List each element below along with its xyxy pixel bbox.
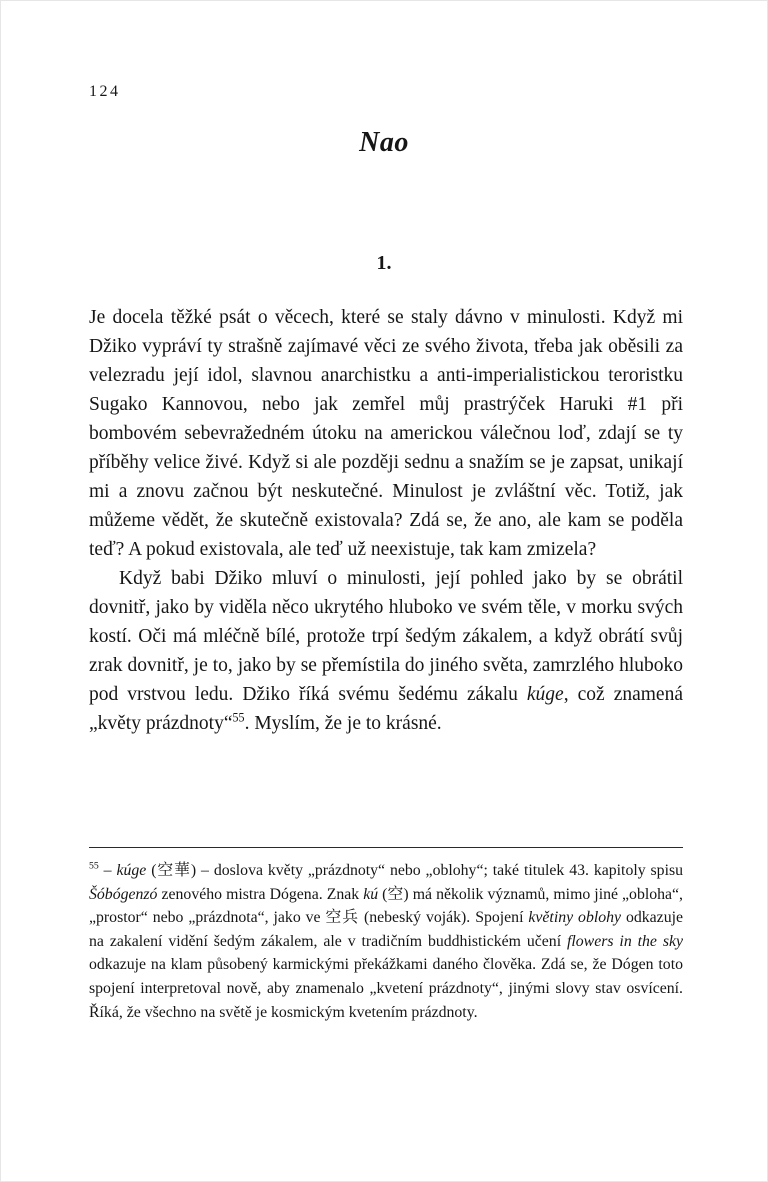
section-number: 1. — [376, 252, 392, 274]
footnote-divider — [89, 847, 683, 848]
paragraph-1: Je docela těžké psát o věcech, které se staly dávno v minulosti. Když mi Džiko vypráví ty strašně zajímavé věci ze svého života, třeba jak oběsili za velezradu její idol, slavnou anarchistku a anti-imperialistickou teroristku Sugako Kannovou, nebo jak zemřel můj prastrýček Haruki #1 při bombovém sebevražedném útoku na americkou válečnou loď, zdají se ty příběhy velice živé. Když si ale později sednu a snažím se je zapsat, unikají mi a znovu začnou být neskutečné. Minulost je zvláštní věc. Totiž, jak můžeme vědět, že skutečně existovala? Zdá se, že ano, ale kam se poděla teď? A pokud existovala, ale teď už neexistuje, tak kam zmizela? — [89, 307, 683, 560]
chapter-title: Nao — [359, 127, 409, 158]
paragraph-2: Když babi Džiko mluví o minulosti, její pohled jako by se obrátil dovnitř, jako by viděla něco ukrytého hluboko ve svém těle, v morku svých kostí. Oči má mléčně bílé, protože trpí šedým zákalem, a když obrátí svůj zrak dovnitř, je to, jako by se přemístila do jiného světa, zamrzlého hluboko pod vrstvou ledu. Džiko říká svému šedému zákalu kúge, což znamená „květy prázdnoty“$^{55}$. Myslím, že je to krásné. — [89, 568, 683, 734]
page-number: 124 — [89, 83, 121, 100]
body-text — [89, 303, 683, 738]
footnote: $^{55}$ – kúge (空華) – doslova květy „prázdnoty“ nebo „oblohy“; také titulek 43. kapitoly spisu Šóbógenzó zenového mistra Dógena. Znak kú (空) má několik významů, mimo jiné „obloha“, „prostor“ nebo „prázdnota“, jako ve 空兵 (nebeský voják). Spojení květiny oblohy odkazuje na zakalení vidění šedým zákalem, ale v tradičním buddhistickém učení flowers in the sky odkazuje na klam působený karmickými překážkami daného člověka. Zdá se, že Dógen toto spojení interpretoval nově, aby znamenalo „kvetení prázdnoty“, jinými slovy stav osvícení. Říká, že všechno na světě je kosmickým kvetením prázdnoty. — [89, 860, 684, 1021]
